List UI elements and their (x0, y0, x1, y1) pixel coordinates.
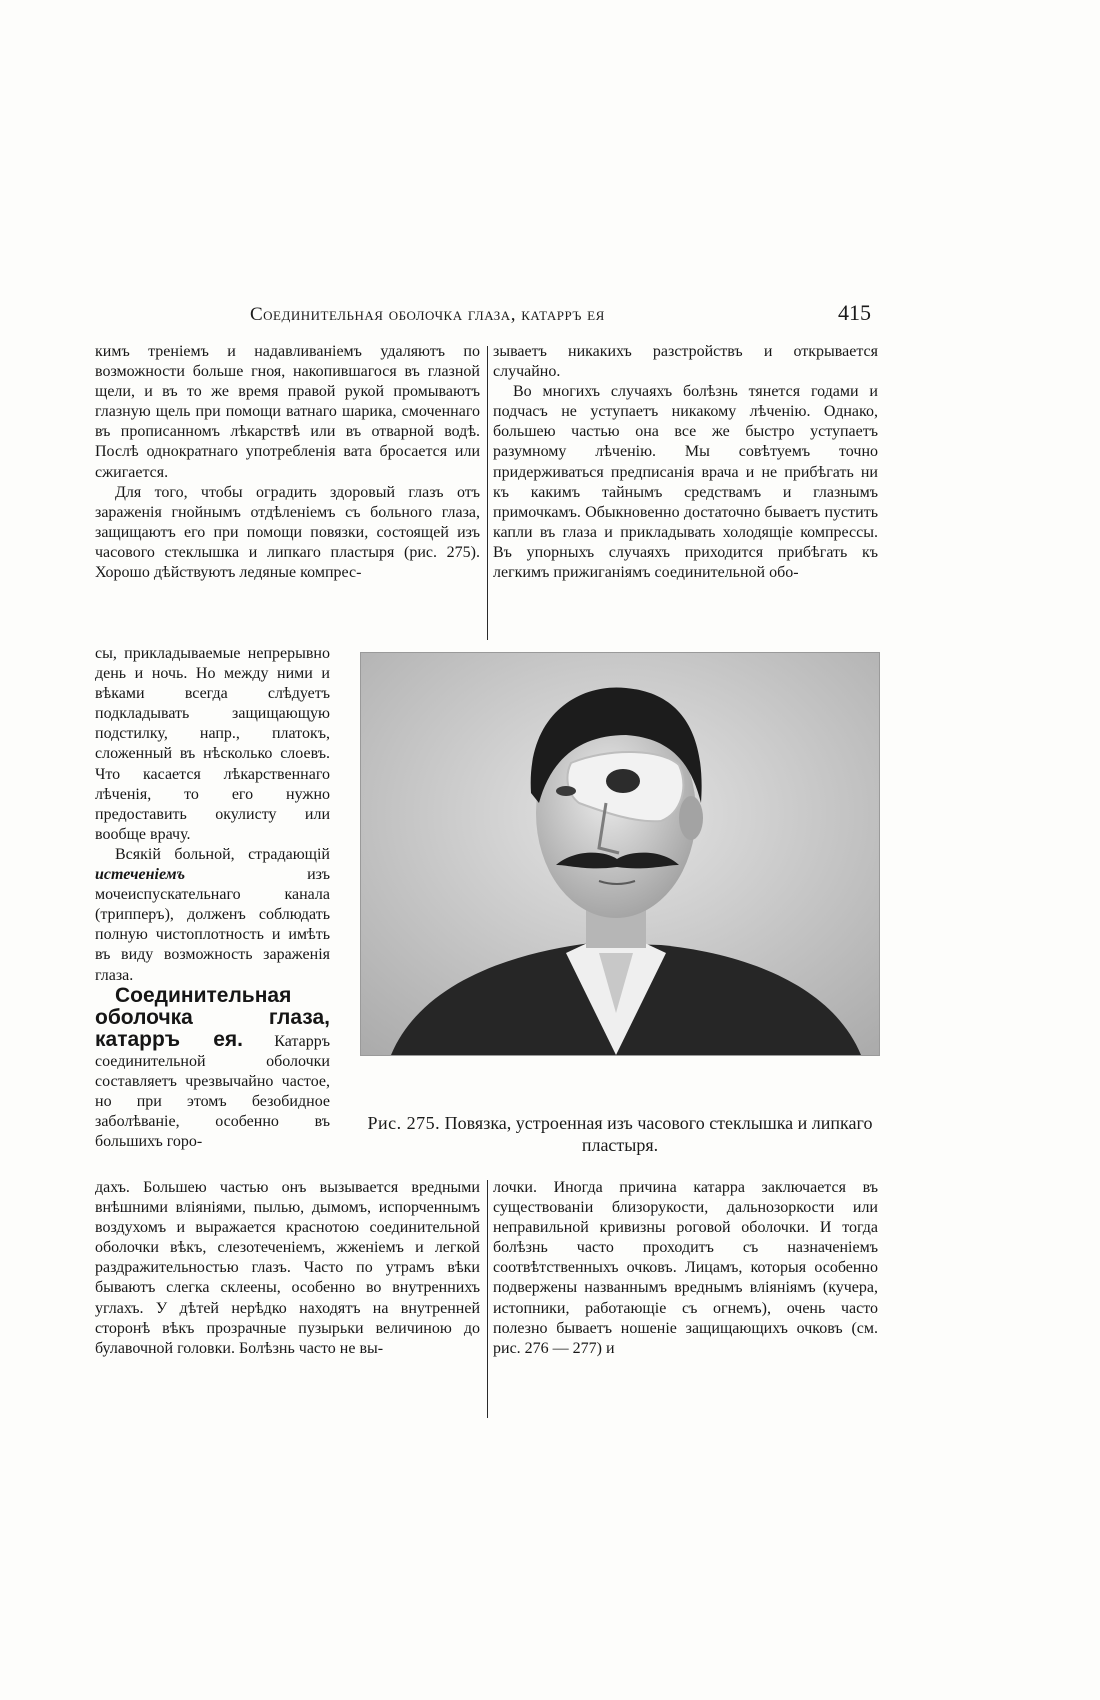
left-column-bottom (95, 1178, 480, 1359)
right-column-top (493, 342, 878, 583)
column-divider (487, 346, 488, 640)
column-divider (487, 1180, 488, 1418)
watch-glass-eye (606, 769, 640, 793)
caption-text: Повязка, устроенная изъ часового стеклышка и липкаго пластыря. (444, 1113, 873, 1155)
text-run: Катарръ соединительной оболочки составляетъ чрезвычайно частое, но при этомъ безобидное заболѣваніе, особенно въ большихъ горо- (95, 1032, 330, 1151)
text-run: изъ мочеиспускательнаго канала (трипперъ), долженъ соблюдать полную чистоплотность и имѣть въ виду возможность зараженія глаза. (95, 866, 330, 984)
figure-caption (350, 1112, 890, 1156)
running-head: Соединительная оболочка глаза, катарръ ея (250, 304, 605, 325)
left-column-narrow (95, 644, 330, 1152)
paragraph: Для того, чтобы оградить здоровый глазъ отъ зараженія гнойнымъ отдѣленіемъ съ больного глаза, защищаютъ его при помощи повязки, состоящей изъ часового стеклышка и липкаго пластыря (рис. 275). Хорошо дѣйствуютъ ледяные компрес- (95, 483, 480, 582)
figure-number: Рис. 275. (367, 1113, 441, 1133)
ear (679, 796, 703, 840)
left-column-top (95, 342, 480, 583)
paragraph: сы, прикладываемые непрерывно день и ночь. Но между ними и вѣками всегда слѣдуетъ подкладывать защищающую подстилку, напр., платокъ, сложенный въ нѣсколько слоевъ. Что касается лѣкарственнаго лѣченія, то его нужно предоставить окулисту или вообще врачу. (95, 645, 330, 843)
page-number: 415 (838, 300, 871, 325)
figure-photo (360, 652, 880, 1056)
section-heading: Соединительная оболочка глаза, катарръ ея. (95, 983, 330, 1051)
right-column-bottom (493, 1178, 878, 1359)
paragraph: Во многихъ случаяхъ болѣзнь тянется годами и подчасъ не уступаетъ никакому лѣченію. Однако, большею частью она все же быстро уступаетъ разумному лѣченію. Мы совѣтуемъ точно придерживаться предписанія врача и не прибѣгать ни къ какимъ тайнымъ средствамъ и глазнымъ примочкамъ. Обыкновенно достаточно бываетъ пустить капли въ глаза и прикладывать холодящіе компрессы. Въ упорныхъ случаяхъ приходится прибѣгать къ легкимъ прижиганіямъ соединительной обо- (493, 383, 878, 582)
paragraph (95, 983, 330, 1153)
text-run: Всякій больной, страдающій (115, 845, 330, 863)
portrait-photo (361, 653, 879, 1055)
paragraph: дахъ. Большею частью онъ вызывается вредными внѣшними вліяніями, пылью, дымомъ, испорченнымъ воздухомъ и выражается краснотою соединительной оболочки вѣкъ, слезотеченіемъ, жженіемъ и легкой раздражительностью глазъ. Часто по утрамъ вѣки бываютъ слегка склеены, особенно во внутреннихъ углахъ. У дѣтей нерѣдко находятъ на внутренней сторонѣ вѣкъ прозрачные пузырьки величиною до булавочной головки. Болѣзнь часто не вы- (95, 1179, 480, 1357)
left-eye (556, 786, 576, 796)
paragraph: зываетъ никакихъ разстройствъ и открывается случайно. (493, 343, 878, 381)
emphasis: истеченіемъ (95, 866, 186, 884)
paragraph (95, 845, 330, 986)
paragraph: лочки. Иногда причина катарра заключается въ существованіи близорукости, дальнозоркости или неправильной кривизны роговой оболочки. И тогда болѣзнь часто проходитъ съ назначеніемъ соотвѣтственныхъ очковъ. Лицамъ, которыя особенно подвержены названнымъ вреднымъ вліяніямъ (кучера, истопники, работающіе съ огнемъ), очень часто полезно бываетъ ношеніе защищающихъ очковъ (см. рис. 276 — 277) и (493, 1179, 878, 1357)
paragraph: кимъ треніемъ и надавливаніемъ удаляютъ по возможности больше гноя, накопившагося въ глазной щели, и въ то же время правой рукой промываютъ глазную щель при помощи ватнаго шарика, смоченнаго въ прописанномъ лѣкарствѣ или въ отварной водѣ. Послѣ однократнаго употребленія вата бросается или сжигается. (95, 343, 480, 481)
